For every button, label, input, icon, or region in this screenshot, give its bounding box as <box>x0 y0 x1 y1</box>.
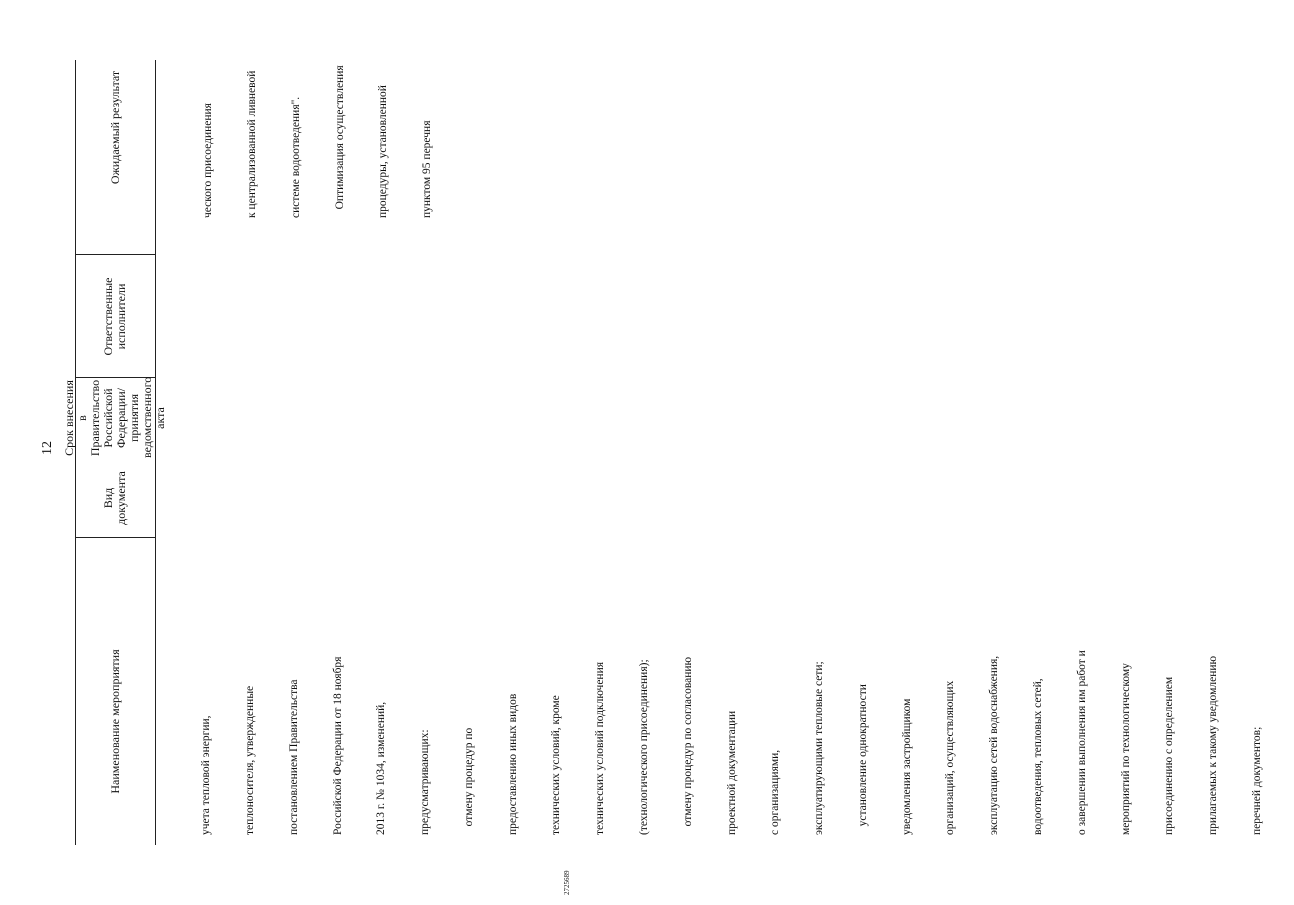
header-name-cell <box>75 538 155 905</box>
row-result-text <box>172 65 464 218</box>
text-line: ческого присоединения <box>202 103 215 218</box>
text-line: водоотведения, тепловых сетей, <box>1032 678 1045 835</box>
text-line: с организациями, <box>769 749 782 835</box>
text-line: отмену процедур по <box>462 727 475 835</box>
text-line: эксплуатирующими тепловые сети; <box>813 661 826 835</box>
text-line: отмену процедур по согласованию <box>681 656 694 835</box>
header-result-cell <box>75 0 155 255</box>
text-line: прилагаемых к такому уведомлению <box>1207 655 1220 835</box>
text-line: постановлением Правительства <box>287 679 300 835</box>
text-line: присоединению с определением <box>1163 676 1176 835</box>
text-line: уведомления застройщиком <box>900 698 913 835</box>
header-doc-type: Вид документа <box>101 471 128 525</box>
header-responsible-cell <box>75 255 155 378</box>
header-doc-type-cell <box>75 458 155 538</box>
text-line: Российской Федерации от 18 ноября <box>331 656 344 835</box>
text-line: перечней документов; <box>1250 726 1263 835</box>
text-line: к централизованной ливневой <box>245 70 258 218</box>
text-line: эксплуатацию сетей водоснабжения, <box>988 655 1001 835</box>
text-line: предоставлению иных видов <box>506 693 519 835</box>
text-line: о завершении выполнения им работ и <box>1075 650 1088 835</box>
page-number: 12 <box>40 441 55 455</box>
row-name-text <box>170 650 1294 835</box>
header-name: Наименование мероприятия <box>107 649 122 794</box>
header-deadline: Срок внесения в Правительство Российской Федерации/ принятия ведомственного акта <box>62 376 167 458</box>
text-line: предусматривающих: <box>419 729 432 835</box>
text-line: 2013 г. № 1034, изменений, <box>375 701 388 835</box>
text-line: процедуры, установленной <box>377 85 390 218</box>
text-line: учета тепловой энергии, <box>200 715 213 835</box>
text-line: мероприятий по технологическому <box>1119 663 1132 835</box>
text-line: Оптимизация осуществления <box>333 65 346 218</box>
text-line: пунктом 95 перечня <box>421 120 434 218</box>
document-id: 2725689 <box>563 870 571 895</box>
text-line: технических условий, кроме <box>550 695 563 835</box>
text-line: теплоносителя, утвержденные <box>243 685 256 835</box>
header-deadline-cell <box>62 376 167 458</box>
text-line: проектной документации <box>725 710 738 835</box>
header-responsible: Ответственные исполнители <box>101 277 128 356</box>
header-result: Ожидаемый результат <box>107 70 122 185</box>
text-line: (технологического присоединения); <box>638 659 650 835</box>
text-line: технических условий подключения <box>594 661 607 835</box>
text-line: организаций, осуществляющих <box>944 680 957 835</box>
text-line: установление однократности <box>856 684 869 835</box>
text-line: системе водоотведения". <box>289 96 302 218</box>
